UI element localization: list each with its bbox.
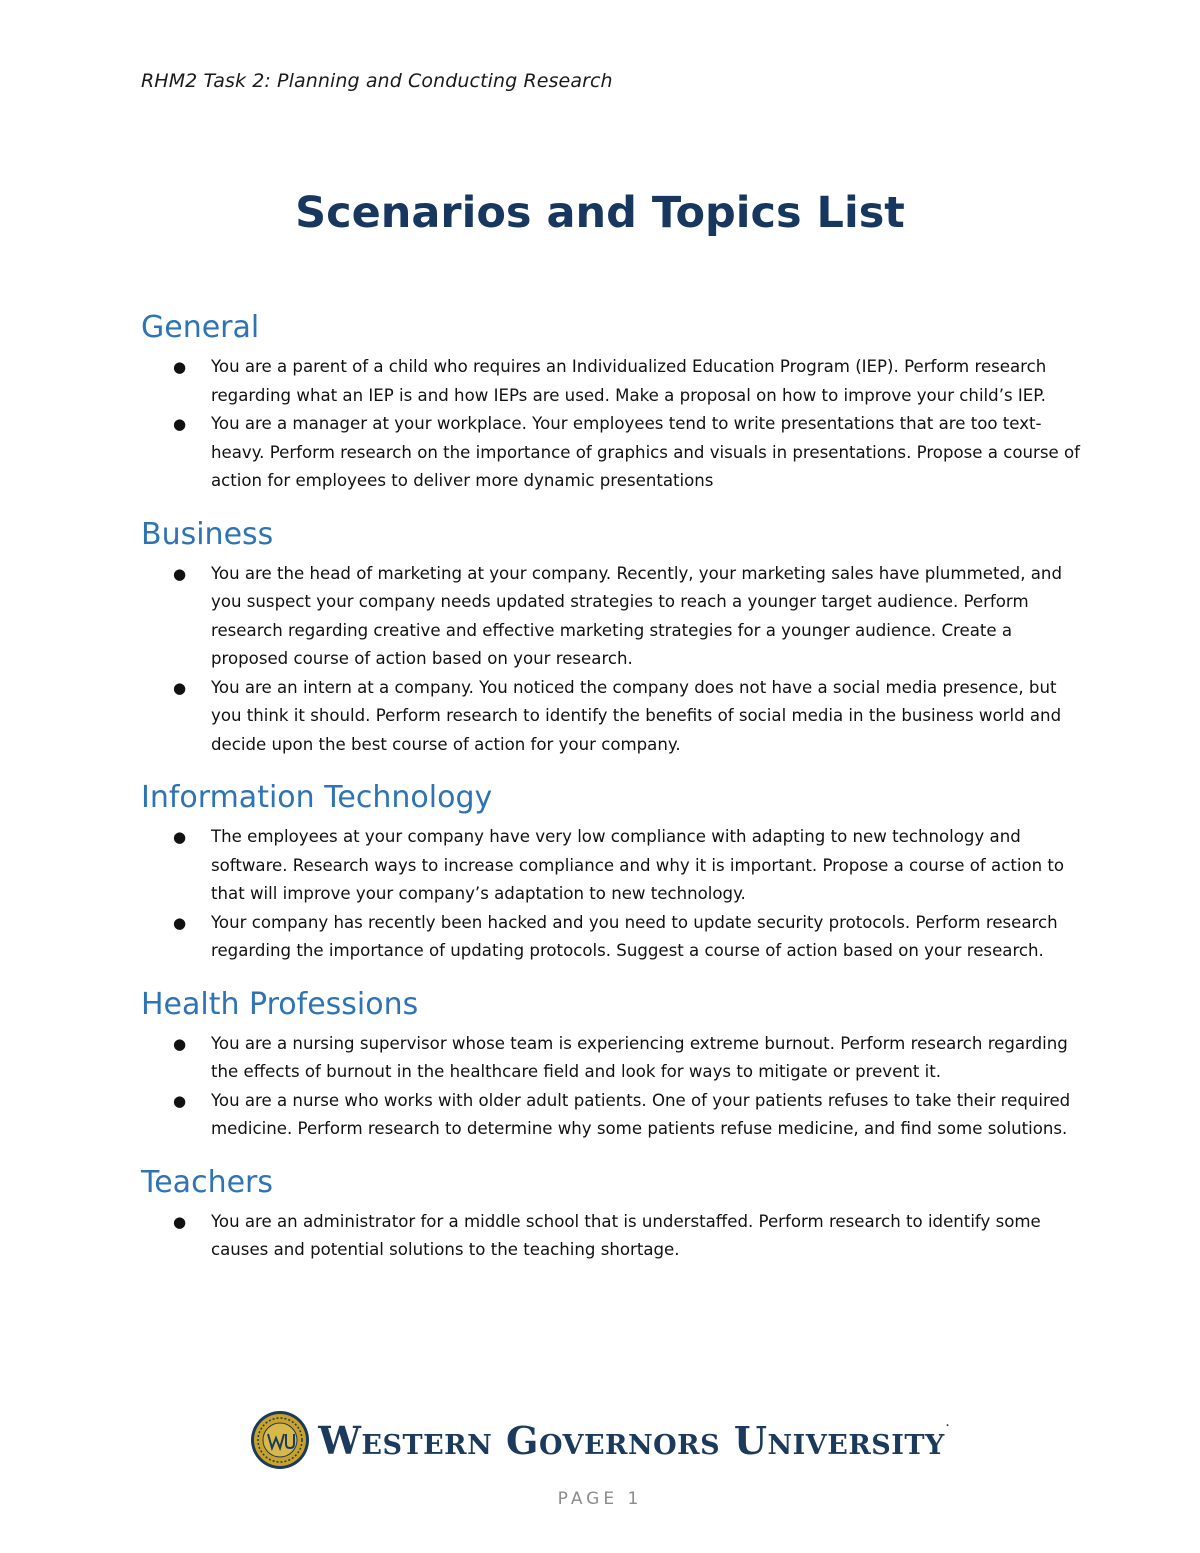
section-heading: Health Professions: [141, 986, 419, 1022]
wgu-trademark-mark: .: [945, 1417, 950, 1429]
bullet-icon: ●: [173, 358, 187, 376]
wgu-logo: [0, 1410, 1200, 1470]
wgu-wordmark-text: Western Governors University: [318, 1417, 945, 1463]
bullet-list: [141, 353, 1081, 496]
page-number: PAGE 1: [557, 1489, 643, 1509]
list-item-text: You are an intern at a company. You noticed the company does not have a social media presence, but you think it should. Perform research to identify the benefits of social media in the business world and decide upon the best course of action for your company.: [211, 677, 1062, 754]
bullet-list: [141, 1030, 1081, 1144]
bullet-icon: ●: [173, 678, 187, 697]
list-item: [141, 909, 1081, 966]
sections-container: [141, 306, 1081, 1282]
bullet-list: [141, 560, 1081, 760]
list-item: [141, 1208, 1081, 1265]
section-teachers: [141, 1161, 1081, 1265]
list-item: [141, 353, 1081, 410]
list-item-text: You are a parent of a child who requires an Individualized Education Program (IEP). Perform research regarding what an IEP is and how IEPs are used. Make a proposal on how to improve your child’s IEP.: [211, 357, 1047, 405]
list-item: [141, 560, 1081, 674]
bullet-icon: ●: [173, 1212, 187, 1231]
running-header: RHM2 Task 2: Planning and Conducting Research: [141, 70, 613, 92]
bullet-icon: ●: [173, 1091, 187, 1110]
bullet-icon: ●: [173, 913, 187, 932]
section-information-technology: [141, 776, 1081, 966]
list-item: [141, 1030, 1081, 1087]
wgu-seal-icon: [250, 1410, 310, 1470]
page-title: Scenarios and Topics List: [295, 188, 905, 238]
list-item-text: You are the head of marketing at your company. Recently, your marketing sales have plummeted, and you suspect your company needs updated strategies to reach a younger target audience. Perform research regarding creative and effective marketing strategies for a younger audience. Create a proposed course of action based on your research.: [211, 563, 1062, 668]
list-item-text: You are a nurse who works with older adult patients. One of your patients refuses to take their required medicine. Perform research to determine why some patients refuse medicine, and find some solutions.: [211, 1090, 1071, 1138]
bullet-icon: ●: [173, 828, 187, 846]
section-heading: Business: [141, 516, 274, 552]
section-general: [141, 306, 1081, 496]
list-item-text: You are a manager at your workplace. Your employees tend to write presentations that are too text-heavy. Perform research on the importance of graphics and visuals in presentations. Propose a course of action for employees to deliver more dynamic presentations: [211, 414, 1080, 490]
section-heading: Teachers: [141, 1164, 273, 1200]
list-item-text: Your company has recently been hacked and you need to update security protocols. Perform research regarding the importance of updating protocols. Suggest a course of action based on your research.: [211, 912, 1058, 960]
bullet-icon: ●: [173, 564, 187, 583]
list-item-text: You are a nursing supervisor whose team is experiencing extreme burnout. Perform research regarding the effects of burnout in the healthcare field and look for ways to mitigate or prevent it.: [211, 1033, 1068, 1081]
section-heading: Information Technology: [141, 780, 493, 815]
bullet-icon: ●: [173, 1034, 187, 1053]
section-health-professions: [141, 983, 1081, 1144]
list-item-text: You are an administrator for a middle school that is understaffed. Perform research to identify some causes and potential solutions to the teaching shortage.: [211, 1211, 1041, 1259]
section-heading: General: [141, 310, 260, 345]
list-item: [141, 410, 1081, 496]
list-item: [141, 823, 1081, 909]
list-item-text: The employees at your company have very low compliance with adapting to new technology and software. Research ways to increase compliance and why it is important. Propose a course of action to that will improve your company’s adaptation to new technology.: [211, 827, 1065, 903]
bullet-list: [141, 823, 1081, 966]
section-business: [141, 513, 1081, 760]
list-item: [141, 1087, 1081, 1144]
bullet-list: [141, 1208, 1081, 1265]
bullet-icon: ●: [173, 415, 187, 433]
list-item: [141, 674, 1081, 760]
wgu-wordmark: [318, 1418, 950, 1463]
